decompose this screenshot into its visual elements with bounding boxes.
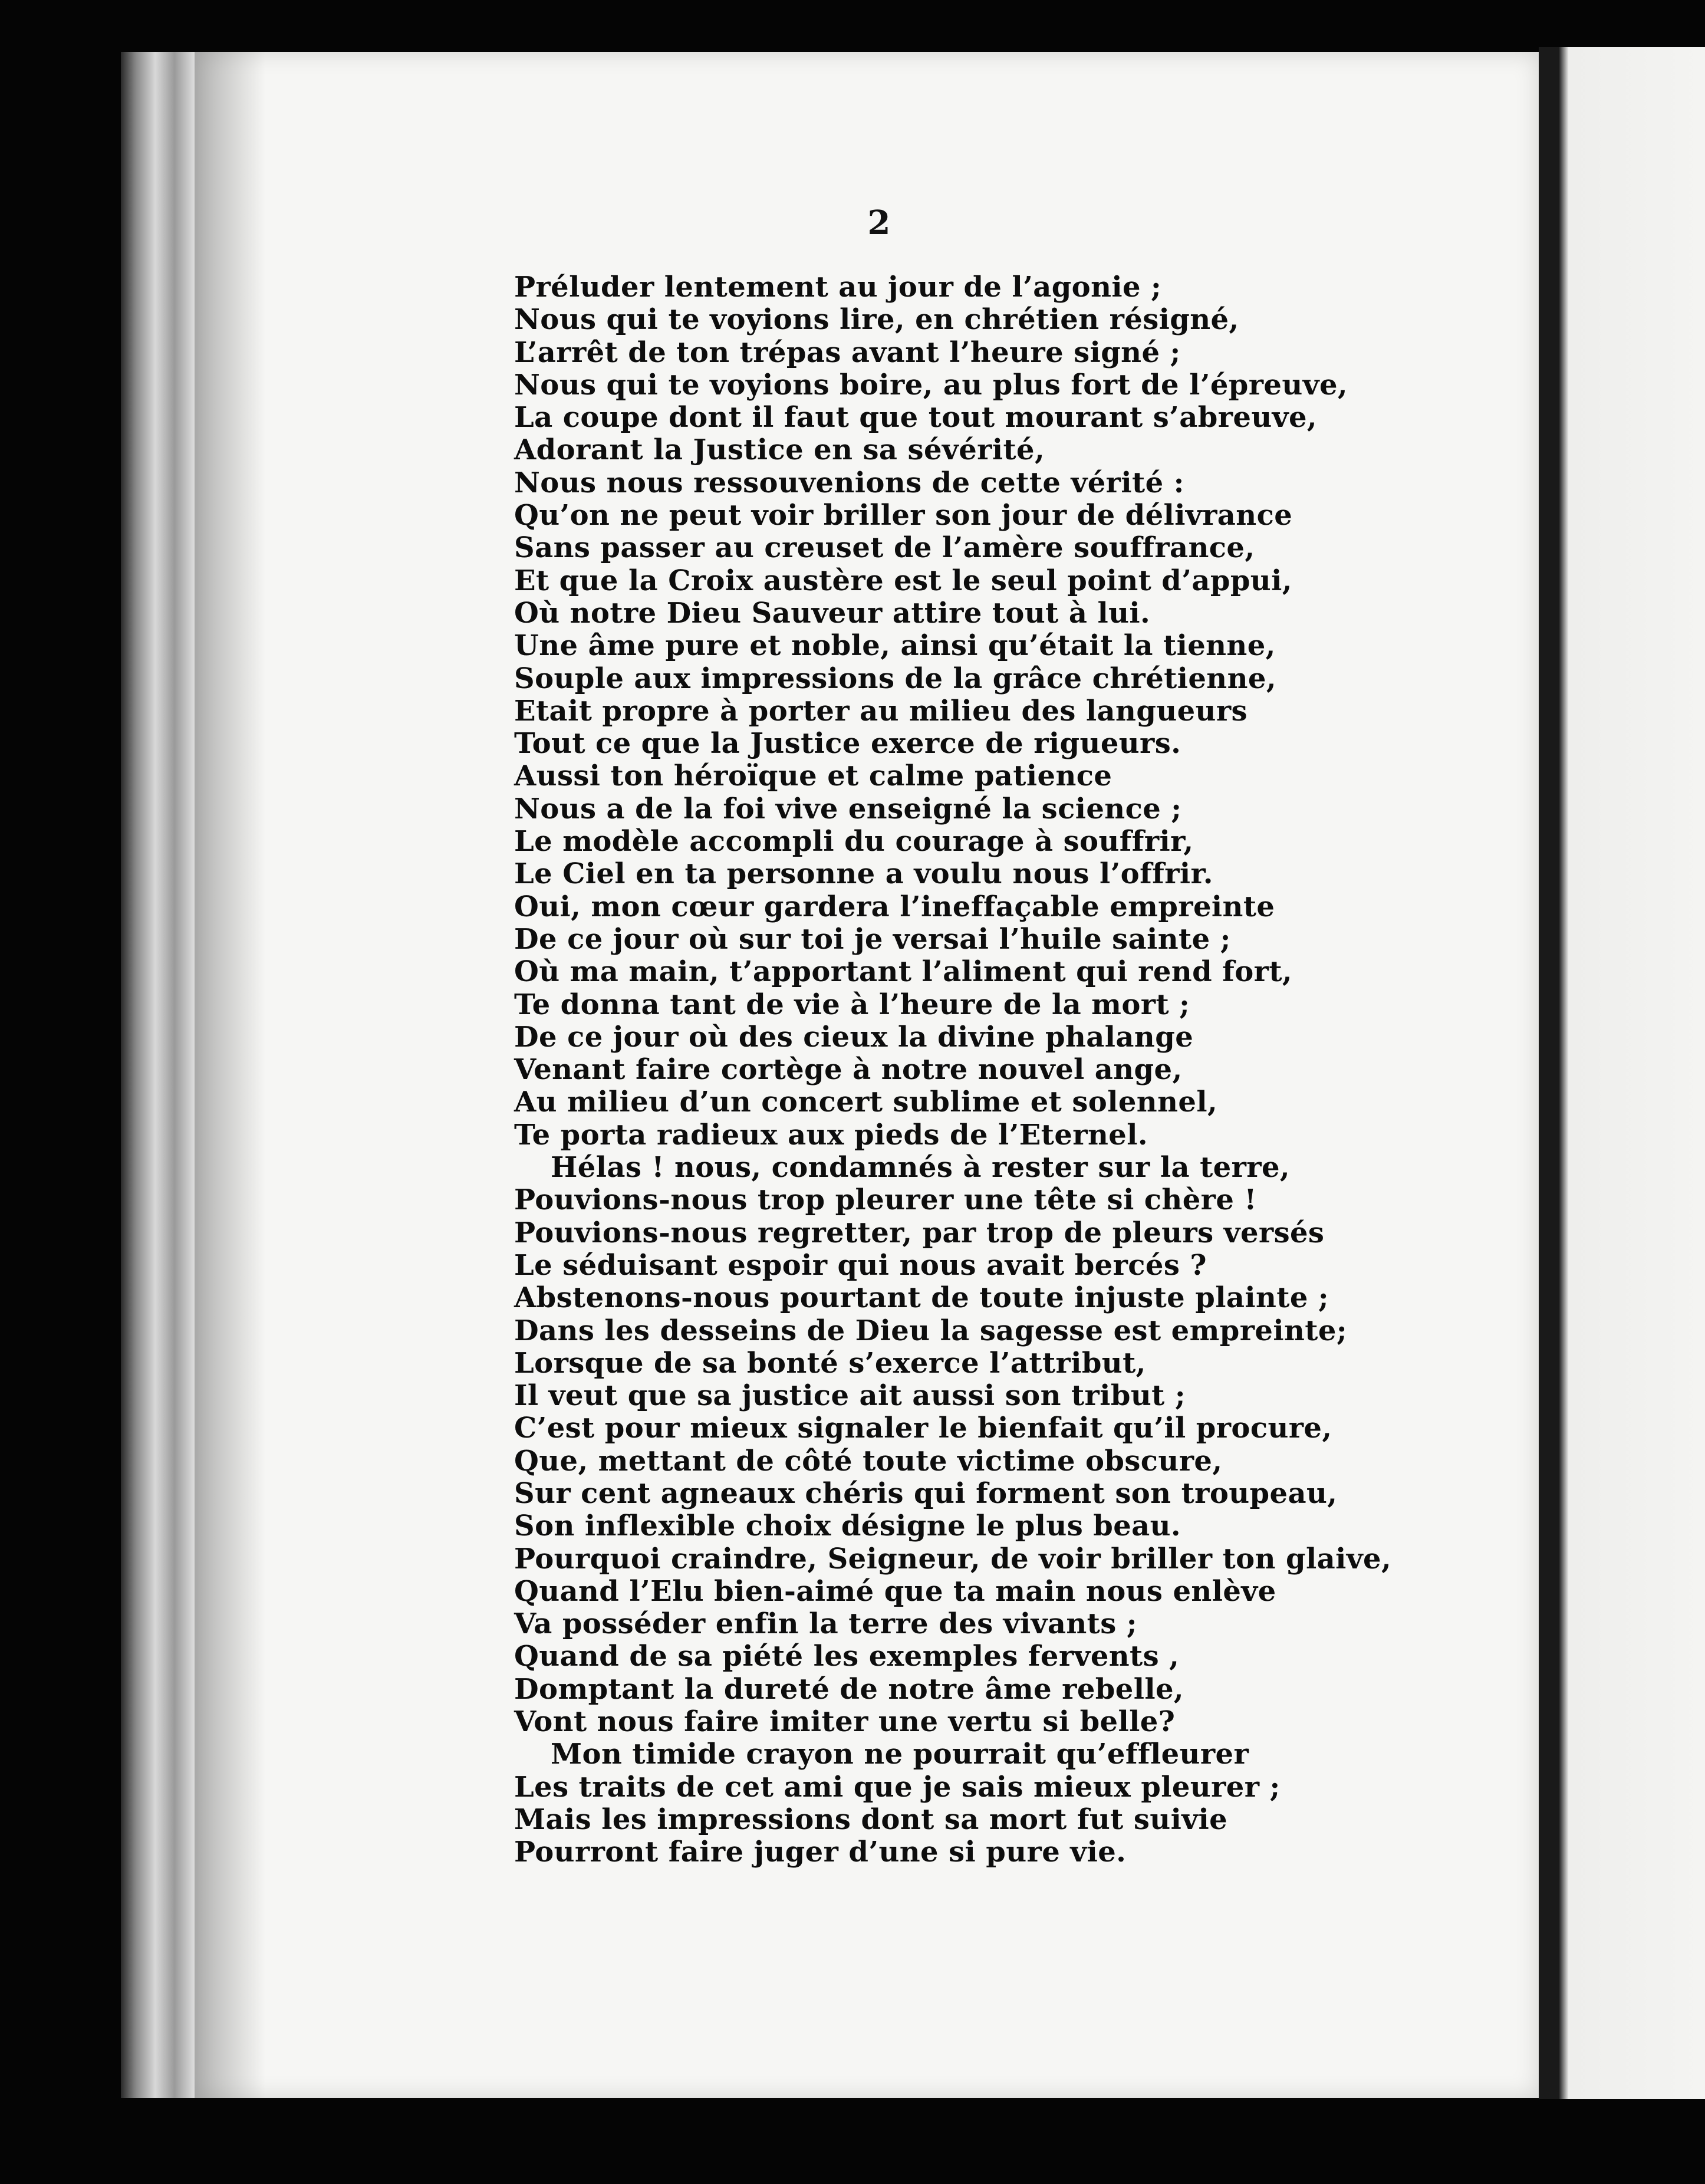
poem-line: Etait propre à porter au milieu des langueurs — [514, 694, 1248, 728]
facing-page-edge — [1539, 47, 1705, 2099]
poem-line: De ce jour où sur toi je versai l’huile sainte ; — [514, 922, 1231, 956]
poem-line: Lorsque de sa bonté s’exerce l’attribut, — [514, 1346, 1146, 1380]
poem-line: Pouvions-nous trop pleurer une tête si chère ! — [514, 1183, 1257, 1217]
page-number: 2 — [867, 203, 891, 242]
poem-line: Il veut que sa justice ait aussi son tribut ; — [514, 1379, 1186, 1413]
poem-line: Le modèle accompli du courage à souffrir, — [514, 825, 1194, 859]
poem-line: Vont nous faire imiter une vertu si belle? — [514, 1705, 1176, 1739]
poem-line: Les traits de cet ami que je sais mieux pleurer ; — [514, 1770, 1281, 1804]
poem-line: Domptant la dureté de notre âme rebelle, — [514, 1672, 1184, 1706]
poem-line: Va posséder enfin la terre des vivants ; — [514, 1607, 1137, 1641]
poem-line: Mon timide crayon ne pourrait qu’effleurer — [551, 1738, 1249, 1771]
poem-line: Que, mettant de côté toute victime obscure, — [514, 1444, 1223, 1478]
poem-line: Où ma main, t’apportant l’aliment qui rend fort, — [514, 955, 1293, 989]
book-spine-edge — [121, 52, 198, 2098]
poem-line: De ce jour où des cieux la divine phalange — [514, 1020, 1194, 1054]
poem-line: Son inflexible choix désigne le plus beau. — [514, 1509, 1181, 1543]
poem-line: Qu’on ne peut voir briller son jour de délivrance — [514, 499, 1293, 532]
poem-text — [514, 271, 1392, 1869]
poem-line: Pouvions-nous regretter, par trop de pleurs versés — [514, 1216, 1325, 1249]
poem-line: Nous qui te voyions lire, en chrétien résigné, — [514, 303, 1239, 337]
poem-line: Te donna tant de vie à l’heure de la mort ; — [514, 988, 1190, 1021]
page-gutter-shadow — [195, 52, 265, 2098]
poem-line: La coupe dont il faut que tout mourant s’abreuve, — [514, 401, 1318, 435]
poem-line: Hélas ! nous, condamnés à rester sur la terre, — [551, 1151, 1291, 1185]
poem-line: Préluder lentement au jour de l’agonie ; — [514, 271, 1162, 304]
poem-line: Sans passer au creuset de l’amère souffrance, — [514, 531, 1255, 565]
poem-line: Pourquoi craindre, Seigneur, de voir briller ton glaive, — [514, 1542, 1392, 1575]
poem-line: Te porta radieux aux pieds de l’Eternel. — [514, 1118, 1148, 1152]
poem-line: Nous a de la foi vive enseigné la science ; — [514, 792, 1182, 825]
poem-line: Le Ciel en ta personne a voulu nous l’offrir. — [514, 857, 1213, 891]
poem-line: Abstenons-nous pourtant de toute injuste plainte ; — [514, 1281, 1329, 1315]
poem-line: Souple aux impressions de la grâce chrétienne, — [514, 662, 1276, 695]
poem-line: Sur cent agneaux chéris qui forment son troupeau, — [514, 1476, 1338, 1510]
poem-line: Aussi ton héroïque et calme patience — [514, 759, 1112, 793]
poem-line: Nous nous ressouvenions de cette vérité : — [514, 466, 1184, 499]
poem-line: Au milieu d’un concert sublime et solennel, — [514, 1086, 1218, 1119]
poem-line: Nous qui te voyions boire, au plus fort de l’épreuve, — [514, 368, 1348, 402]
poem-line: Pourront faire juger d’une si pure vie. — [514, 1836, 1127, 1869]
poem-line: Où notre Dieu Sauveur attire tout à lui. — [514, 596, 1151, 630]
poem-line: Venant faire cortège à notre nouvel ange, — [514, 1053, 1183, 1087]
poem-line: Adorant la Justice en sa sévérité, — [514, 433, 1045, 467]
poem-line: C’est pour mieux signaler le bienfait qu’il procure, — [514, 1412, 1332, 1445]
poem-line: Mais les impressions dont sa mort fut suivie — [514, 1803, 1228, 1836]
poem-line: Et que la Croix austère est le seul point d’appui, — [514, 564, 1292, 597]
poem-line: Dans les desseins de Dieu la sagesse est empreinte; — [514, 1314, 1347, 1347]
poem-line: Une âme pure et noble, ainsi qu’était la tienne, — [514, 629, 1276, 663]
poem-line: Quand de sa piété les exemples fervents , — [514, 1640, 1180, 1673]
poem-line: Oui, mon cœur gardera l’ineffaçable empreinte — [514, 890, 1275, 923]
poem-line: L’arrêt de ton trépas avant l’heure signé ; — [514, 336, 1181, 369]
poem-line: Quand l’Elu bien-aimé que ta main nous enlève — [514, 1574, 1276, 1608]
poem-line: Le séduisant espoir qui nous avait bercés ? — [514, 1248, 1207, 1282]
poem-line: Tout ce que la Justice exerce de rigueurs. — [514, 727, 1181, 761]
